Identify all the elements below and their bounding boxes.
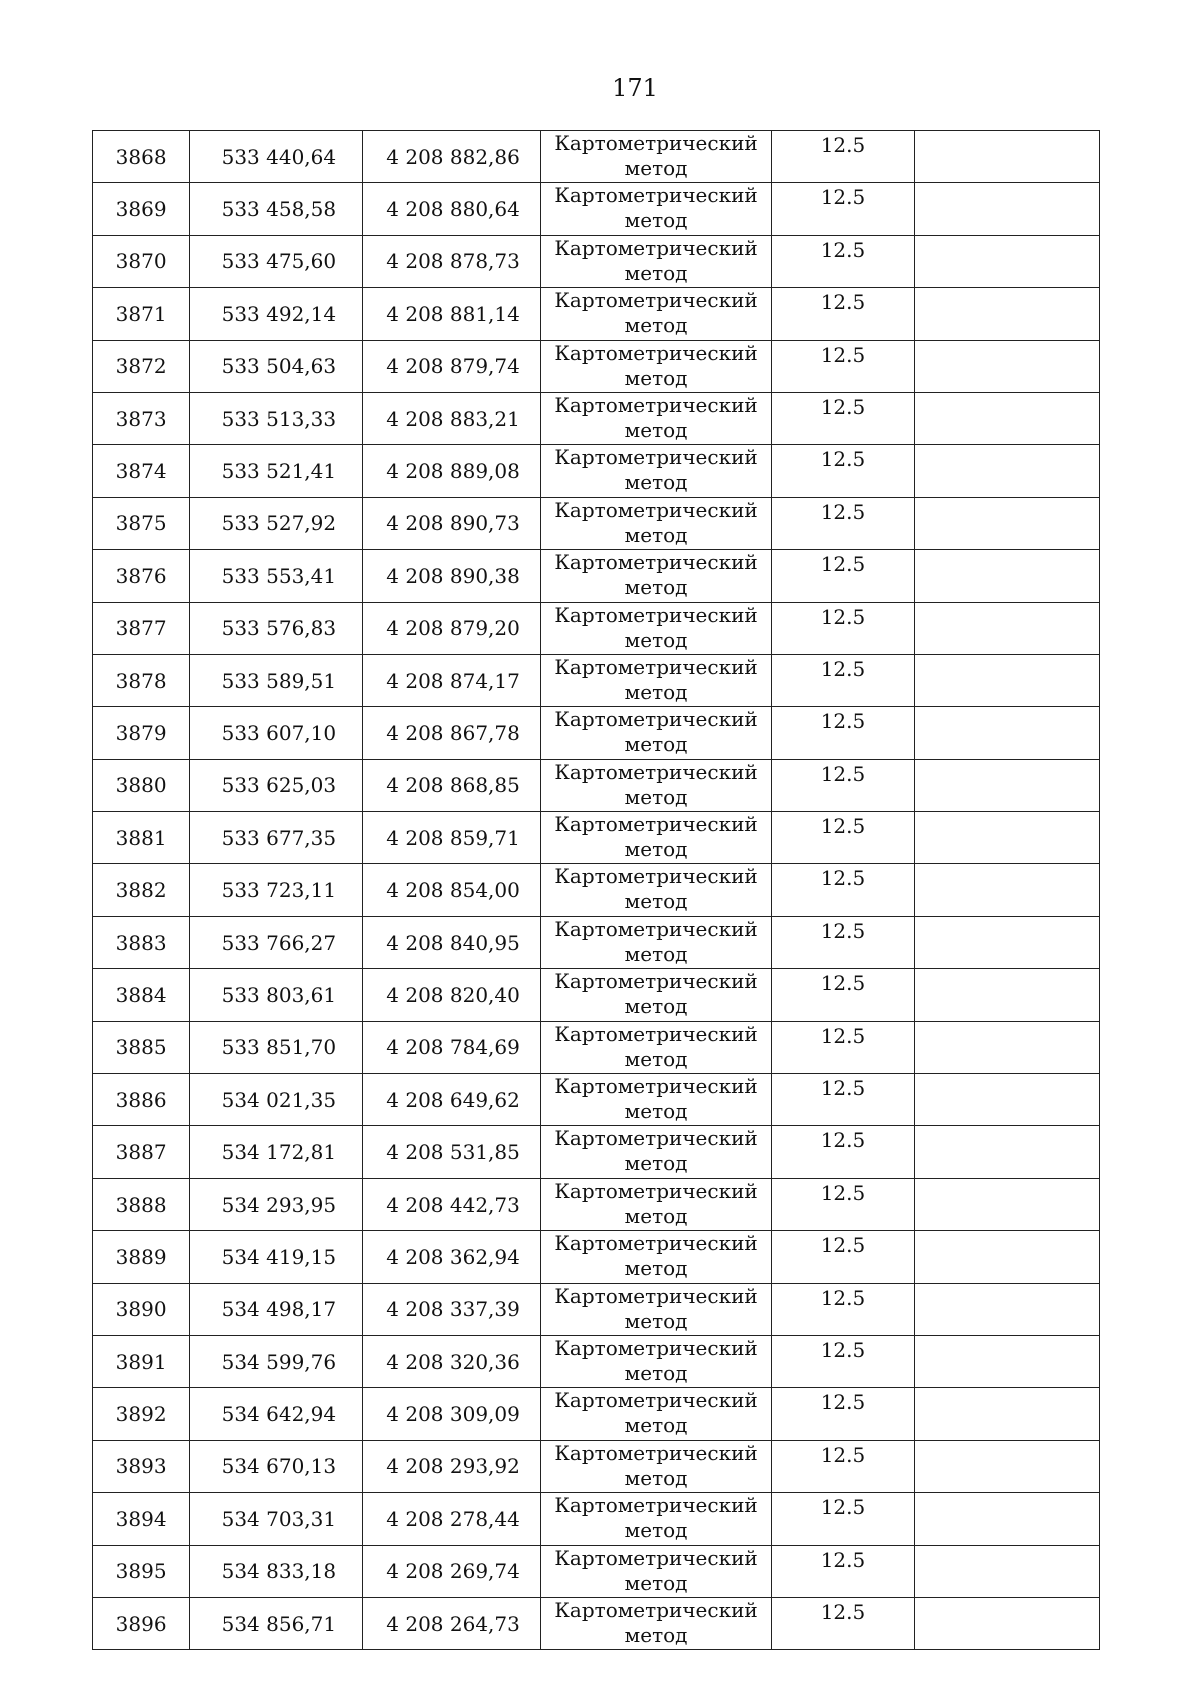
- point-number: 3889: [93, 1231, 190, 1283]
- accuracy-value: 12.5: [772, 969, 914, 1021]
- table-row: [93, 707, 1100, 759]
- y-coordinate: 4 208 874,17: [362, 654, 540, 706]
- empty-cell: [914, 131, 1099, 183]
- y-coordinate: 4 208 820,40: [362, 969, 540, 1021]
- x-coordinate: 534 670,13: [190, 1440, 362, 1492]
- table-row: [93, 445, 1100, 497]
- method-line-1: Картометрический: [554, 1231, 758, 1256]
- table-row: [93, 131, 1100, 183]
- accuracy-value: 12.5: [772, 288, 914, 340]
- table-row: [93, 1074, 1100, 1126]
- accuracy-value: 12.5: [772, 1126, 914, 1178]
- point-number: 3887: [93, 1126, 190, 1178]
- x-coordinate: 533 625,03: [190, 759, 362, 811]
- x-coordinate: 533 513,33: [190, 392, 362, 444]
- x-coordinate: 533 589,51: [190, 654, 362, 706]
- accuracy-value: 12.5: [772, 864, 914, 916]
- x-coordinate: 533 851,70: [190, 1021, 362, 1073]
- table-row: [93, 1231, 1100, 1283]
- table-row: [93, 1283, 1100, 1335]
- method-line-1: Картометрический: [554, 916, 758, 941]
- point-number: 3873: [93, 392, 190, 444]
- method-cell: [540, 1388, 771, 1440]
- point-number: 3871: [93, 288, 190, 340]
- method-cell: [540, 1597, 771, 1649]
- method-line-2: метод: [624, 365, 688, 390]
- table-row: [93, 288, 1100, 340]
- method-cell: [540, 1545, 771, 1597]
- x-coordinate: 534 856,71: [190, 1597, 362, 1649]
- empty-cell: [914, 288, 1099, 340]
- y-coordinate: 4 208 278,44: [362, 1493, 540, 1545]
- method-cell: [540, 602, 771, 654]
- accuracy-value: 12.5: [772, 235, 914, 287]
- y-coordinate: 4 208 890,38: [362, 550, 540, 602]
- method-line-2: метод: [624, 784, 688, 809]
- method-cell: [540, 183, 771, 235]
- accuracy-value: 12.5: [772, 445, 914, 497]
- method-line-2: метод: [624, 1622, 688, 1647]
- method-line-2: метод: [624, 1151, 688, 1176]
- x-coordinate: 533 458,58: [190, 183, 362, 235]
- y-coordinate: 4 208 859,71: [362, 812, 540, 864]
- method-line-2: метод: [624, 1203, 688, 1228]
- accuracy-value: 12.5: [772, 602, 914, 654]
- method-cell: [540, 864, 771, 916]
- empty-cell: [914, 1178, 1099, 1230]
- y-coordinate: 4 208 337,39: [362, 1283, 540, 1335]
- point-number: 3896: [93, 1597, 190, 1649]
- method-line-1: Картометрический: [554, 1545, 758, 1570]
- y-coordinate: 4 208 867,78: [362, 707, 540, 759]
- method-line-1: Картометрический: [554, 1283, 758, 1308]
- empty-cell: [914, 340, 1099, 392]
- accuracy-value: 12.5: [772, 812, 914, 864]
- method-line-1: Картометрический: [554, 759, 758, 784]
- empty-cell: [914, 183, 1099, 235]
- coordinates-table-body: [93, 131, 1100, 1650]
- method-line-2: метод: [624, 156, 688, 180]
- y-coordinate: 4 208 889,08: [362, 445, 540, 497]
- accuracy-value: 12.5: [772, 1231, 914, 1283]
- y-coordinate: 4 208 320,36: [362, 1335, 540, 1387]
- table-row: [93, 759, 1100, 811]
- point-number: 3872: [93, 340, 190, 392]
- table-row: [93, 1597, 1100, 1649]
- accuracy-value: 12.5: [772, 1388, 914, 1440]
- accuracy-value: 12.5: [772, 916, 914, 968]
- coordinates-table: [92, 130, 1100, 1650]
- y-coordinate: 4 208 890,73: [362, 497, 540, 549]
- method-line-2: метод: [624, 1570, 688, 1595]
- method-line-1: Картометрический: [554, 445, 758, 470]
- empty-cell: [914, 812, 1099, 864]
- table-row: [93, 550, 1100, 602]
- table-row: [93, 1388, 1100, 1440]
- y-coordinate: 4 208 784,69: [362, 1021, 540, 1073]
- point-number: 3869: [93, 183, 190, 235]
- point-number: 3880: [93, 759, 190, 811]
- method-line-1: Картометрический: [554, 1178, 758, 1203]
- point-number: 3878: [93, 654, 190, 706]
- table-row: [93, 1545, 1100, 1597]
- method-line-2: метод: [624, 208, 688, 233]
- method-line-1: Картометрический: [554, 969, 758, 994]
- point-number: 3879: [93, 707, 190, 759]
- method-line-2: метод: [624, 522, 688, 547]
- point-number: 3894: [93, 1493, 190, 1545]
- method-cell: [540, 812, 771, 864]
- accuracy-value: 12.5: [772, 1545, 914, 1597]
- x-coordinate: 534 419,15: [190, 1231, 362, 1283]
- method-line-1: Картометрический: [554, 235, 758, 260]
- method-cell: [540, 1074, 771, 1126]
- empty-cell: [914, 602, 1099, 654]
- point-number: 3890: [93, 1283, 190, 1335]
- method-cell: [540, 1440, 771, 1492]
- empty-cell: [914, 445, 1099, 497]
- method-cell: [540, 340, 771, 392]
- method-cell: [540, 654, 771, 706]
- method-line-2: метод: [624, 1308, 688, 1333]
- x-coordinate: 533 440,64: [190, 131, 362, 183]
- method-line-2: метод: [624, 941, 688, 966]
- empty-cell: [914, 550, 1099, 602]
- accuracy-value: 12.5: [772, 131, 914, 183]
- empty-cell: [914, 1597, 1099, 1649]
- page-number: 171: [612, 74, 658, 102]
- method-line-2: метод: [624, 837, 688, 862]
- empty-cell: [914, 707, 1099, 759]
- x-coordinate: 534 833,18: [190, 1545, 362, 1597]
- method-line-2: метод: [624, 1518, 688, 1543]
- x-coordinate: 533 607,10: [190, 707, 362, 759]
- y-coordinate: 4 208 879,20: [362, 602, 540, 654]
- x-coordinate: 534 642,94: [190, 1388, 362, 1440]
- y-coordinate: 4 208 880,64: [362, 183, 540, 235]
- method-line-2: метод: [624, 470, 688, 495]
- accuracy-value: 12.5: [772, 550, 914, 602]
- x-coordinate: 533 677,35: [190, 812, 362, 864]
- method-line-1: Картометрический: [554, 288, 758, 313]
- method-line-1: Картометрический: [554, 1597, 758, 1622]
- point-number: 3874: [93, 445, 190, 497]
- method-line-2: метод: [624, 1465, 688, 1490]
- method-cell: [540, 550, 771, 602]
- method-cell: [540, 1021, 771, 1073]
- empty-cell: [914, 1021, 1099, 1073]
- table-row: [93, 1178, 1100, 1230]
- x-coordinate: 533 766,27: [190, 916, 362, 968]
- method-line-1: Картометрический: [554, 340, 758, 365]
- accuracy-value: 12.5: [772, 340, 914, 392]
- x-coordinate: 533 803,61: [190, 969, 362, 1021]
- accuracy-value: 12.5: [772, 1335, 914, 1387]
- empty-cell: [914, 497, 1099, 549]
- x-coordinate: 533 527,92: [190, 497, 362, 549]
- point-number: 3892: [93, 1388, 190, 1440]
- method-line-2: метод: [624, 679, 688, 704]
- accuracy-value: 12.5: [772, 1074, 914, 1126]
- y-coordinate: 4 208 854,00: [362, 864, 540, 916]
- empty-cell: [914, 1231, 1099, 1283]
- method-cell: [540, 288, 771, 340]
- method-line-2: метод: [624, 1099, 688, 1124]
- point-number: 3875: [93, 497, 190, 549]
- empty-cell: [914, 969, 1099, 1021]
- accuracy-value: 12.5: [772, 759, 914, 811]
- x-coordinate: 534 599,76: [190, 1335, 362, 1387]
- empty-cell: [914, 759, 1099, 811]
- point-number: 3891: [93, 1335, 190, 1387]
- method-line-1: Картометрический: [554, 707, 758, 732]
- point-number: 3895: [93, 1545, 190, 1597]
- y-coordinate: 4 208 531,85: [362, 1126, 540, 1178]
- empty-cell: [914, 1388, 1099, 1440]
- x-coordinate: 533 475,60: [190, 235, 362, 287]
- method-line-1: Картометрический: [554, 1074, 758, 1099]
- method-line-1: Картометрический: [554, 1021, 758, 1046]
- method-line-1: Картометрический: [554, 1126, 758, 1151]
- x-coordinate: 534 021,35: [190, 1074, 362, 1126]
- method-line-2: метод: [624, 994, 688, 1019]
- point-number: 3888: [93, 1178, 190, 1230]
- empty-cell: [914, 1074, 1099, 1126]
- table-row: [93, 183, 1100, 235]
- method-cell: [540, 1283, 771, 1335]
- point-number: 3877: [93, 602, 190, 654]
- point-number: 3883: [93, 916, 190, 968]
- table-row: [93, 654, 1100, 706]
- table-row: [93, 235, 1100, 287]
- x-coordinate: 534 293,95: [190, 1178, 362, 1230]
- table-row: [93, 864, 1100, 916]
- method-line-2: метод: [624, 313, 688, 338]
- method-line-1: Картометрический: [554, 392, 758, 417]
- y-coordinate: 4 208 868,85: [362, 759, 540, 811]
- method-line-2: метод: [624, 575, 688, 600]
- method-cell: [540, 759, 771, 811]
- point-number: 3881: [93, 812, 190, 864]
- x-coordinate: 533 723,11: [190, 864, 362, 916]
- table-row: [93, 1126, 1100, 1178]
- method-cell: [540, 1493, 771, 1545]
- table-row: [93, 969, 1100, 1021]
- accuracy-value: 12.5: [772, 1597, 914, 1649]
- accuracy-value: 12.5: [772, 392, 914, 444]
- method-cell: [540, 1231, 771, 1283]
- method-line-1: Картометрический: [554, 602, 758, 627]
- empty-cell: [914, 1440, 1099, 1492]
- point-number: 3882: [93, 864, 190, 916]
- table-row: [93, 602, 1100, 654]
- method-line-2: метод: [624, 260, 688, 285]
- table-row: [93, 340, 1100, 392]
- x-coordinate: 534 703,31: [190, 1493, 362, 1545]
- table-row: [93, 916, 1100, 968]
- table-row: [93, 1335, 1100, 1387]
- y-coordinate: 4 208 878,73: [362, 235, 540, 287]
- accuracy-value: 12.5: [772, 1178, 914, 1230]
- method-cell: [540, 1335, 771, 1387]
- method-line-1: Картометрический: [554, 131, 758, 155]
- method-line-2: метод: [624, 889, 688, 914]
- accuracy-value: 12.5: [772, 183, 914, 235]
- method-line-2: метод: [624, 1046, 688, 1071]
- empty-cell: [914, 1335, 1099, 1387]
- y-coordinate: 4 208 309,09: [362, 1388, 540, 1440]
- empty-cell: [914, 235, 1099, 287]
- y-coordinate: 4 208 879,74: [362, 340, 540, 392]
- accuracy-value: 12.5: [772, 1283, 914, 1335]
- method-line-1: Картометрический: [554, 864, 758, 889]
- method-line-1: Картометрический: [554, 183, 758, 208]
- method-line-2: метод: [624, 417, 688, 442]
- y-coordinate: 4 208 269,74: [362, 1545, 540, 1597]
- x-coordinate: 533 521,41: [190, 445, 362, 497]
- y-coordinate: 4 208 264,73: [362, 1597, 540, 1649]
- table-row: [93, 497, 1100, 549]
- accuracy-value: 12.5: [772, 1021, 914, 1073]
- point-number: 3868: [93, 131, 190, 183]
- table-row: [93, 812, 1100, 864]
- empty-cell: [914, 916, 1099, 968]
- method-line-1: Картометрический: [554, 654, 758, 679]
- y-coordinate: 4 208 881,14: [362, 288, 540, 340]
- method-cell: [540, 131, 771, 183]
- point-number: 3876: [93, 550, 190, 602]
- empty-cell: [914, 654, 1099, 706]
- point-number: 3884: [93, 969, 190, 1021]
- method-line-1: Картометрический: [554, 1388, 758, 1413]
- point-number: 3885: [93, 1021, 190, 1073]
- method-line-2: метод: [624, 1256, 688, 1281]
- point-number: 3886: [93, 1074, 190, 1126]
- method-cell: [540, 497, 771, 549]
- table-row: [93, 1493, 1100, 1545]
- accuracy-value: 12.5: [772, 1493, 914, 1545]
- x-coordinate: 533 576,83: [190, 602, 362, 654]
- x-coordinate: 533 504,63: [190, 340, 362, 392]
- point-number: 3893: [93, 1440, 190, 1492]
- method-line-1: Картометрический: [554, 1440, 758, 1465]
- method-cell: [540, 392, 771, 444]
- method-cell: [540, 969, 771, 1021]
- empty-cell: [914, 864, 1099, 916]
- method-line-1: Картометрический: [554, 497, 758, 522]
- method-cell: [540, 1178, 771, 1230]
- method-line-2: метод: [624, 627, 688, 652]
- x-coordinate: 533 553,41: [190, 550, 362, 602]
- empty-cell: [914, 392, 1099, 444]
- x-coordinate: 534 172,81: [190, 1126, 362, 1178]
- method-cell: [540, 707, 771, 759]
- method-line-2: метод: [624, 732, 688, 757]
- accuracy-value: 12.5: [772, 707, 914, 759]
- x-coordinate: 534 498,17: [190, 1283, 362, 1335]
- empty-cell: [914, 1493, 1099, 1545]
- point-number: 3870: [93, 235, 190, 287]
- accuracy-value: 12.5: [772, 1440, 914, 1492]
- y-coordinate: 4 208 293,92: [362, 1440, 540, 1492]
- method-cell: [540, 916, 771, 968]
- method-line-2: метод: [624, 1360, 688, 1385]
- method-cell: [540, 1126, 771, 1178]
- empty-cell: [914, 1545, 1099, 1597]
- accuracy-value: 12.5: [772, 497, 914, 549]
- y-coordinate: 4 208 442,73: [362, 1178, 540, 1230]
- table-row: [93, 392, 1100, 444]
- method-line-1: Картометрический: [554, 550, 758, 575]
- method-line-1: Картометрический: [554, 1335, 758, 1360]
- y-coordinate: 4 208 882,86: [362, 131, 540, 183]
- y-coordinate: 4 208 883,21: [362, 392, 540, 444]
- method-line-1: Картометрический: [554, 812, 758, 837]
- empty-cell: [914, 1283, 1099, 1335]
- table-row: [93, 1021, 1100, 1073]
- method-line-2: метод: [624, 1413, 688, 1438]
- y-coordinate: 4 208 649,62: [362, 1074, 540, 1126]
- accuracy-value: 12.5: [772, 654, 914, 706]
- table-row: [93, 1440, 1100, 1492]
- x-coordinate: 533 492,14: [190, 288, 362, 340]
- empty-cell: [914, 1126, 1099, 1178]
- method-cell: [540, 445, 771, 497]
- method-line-1: Картометрический: [554, 1493, 758, 1518]
- y-coordinate: 4 208 362,94: [362, 1231, 540, 1283]
- y-coordinate: 4 208 840,95: [362, 916, 540, 968]
- method-cell: [540, 235, 771, 287]
